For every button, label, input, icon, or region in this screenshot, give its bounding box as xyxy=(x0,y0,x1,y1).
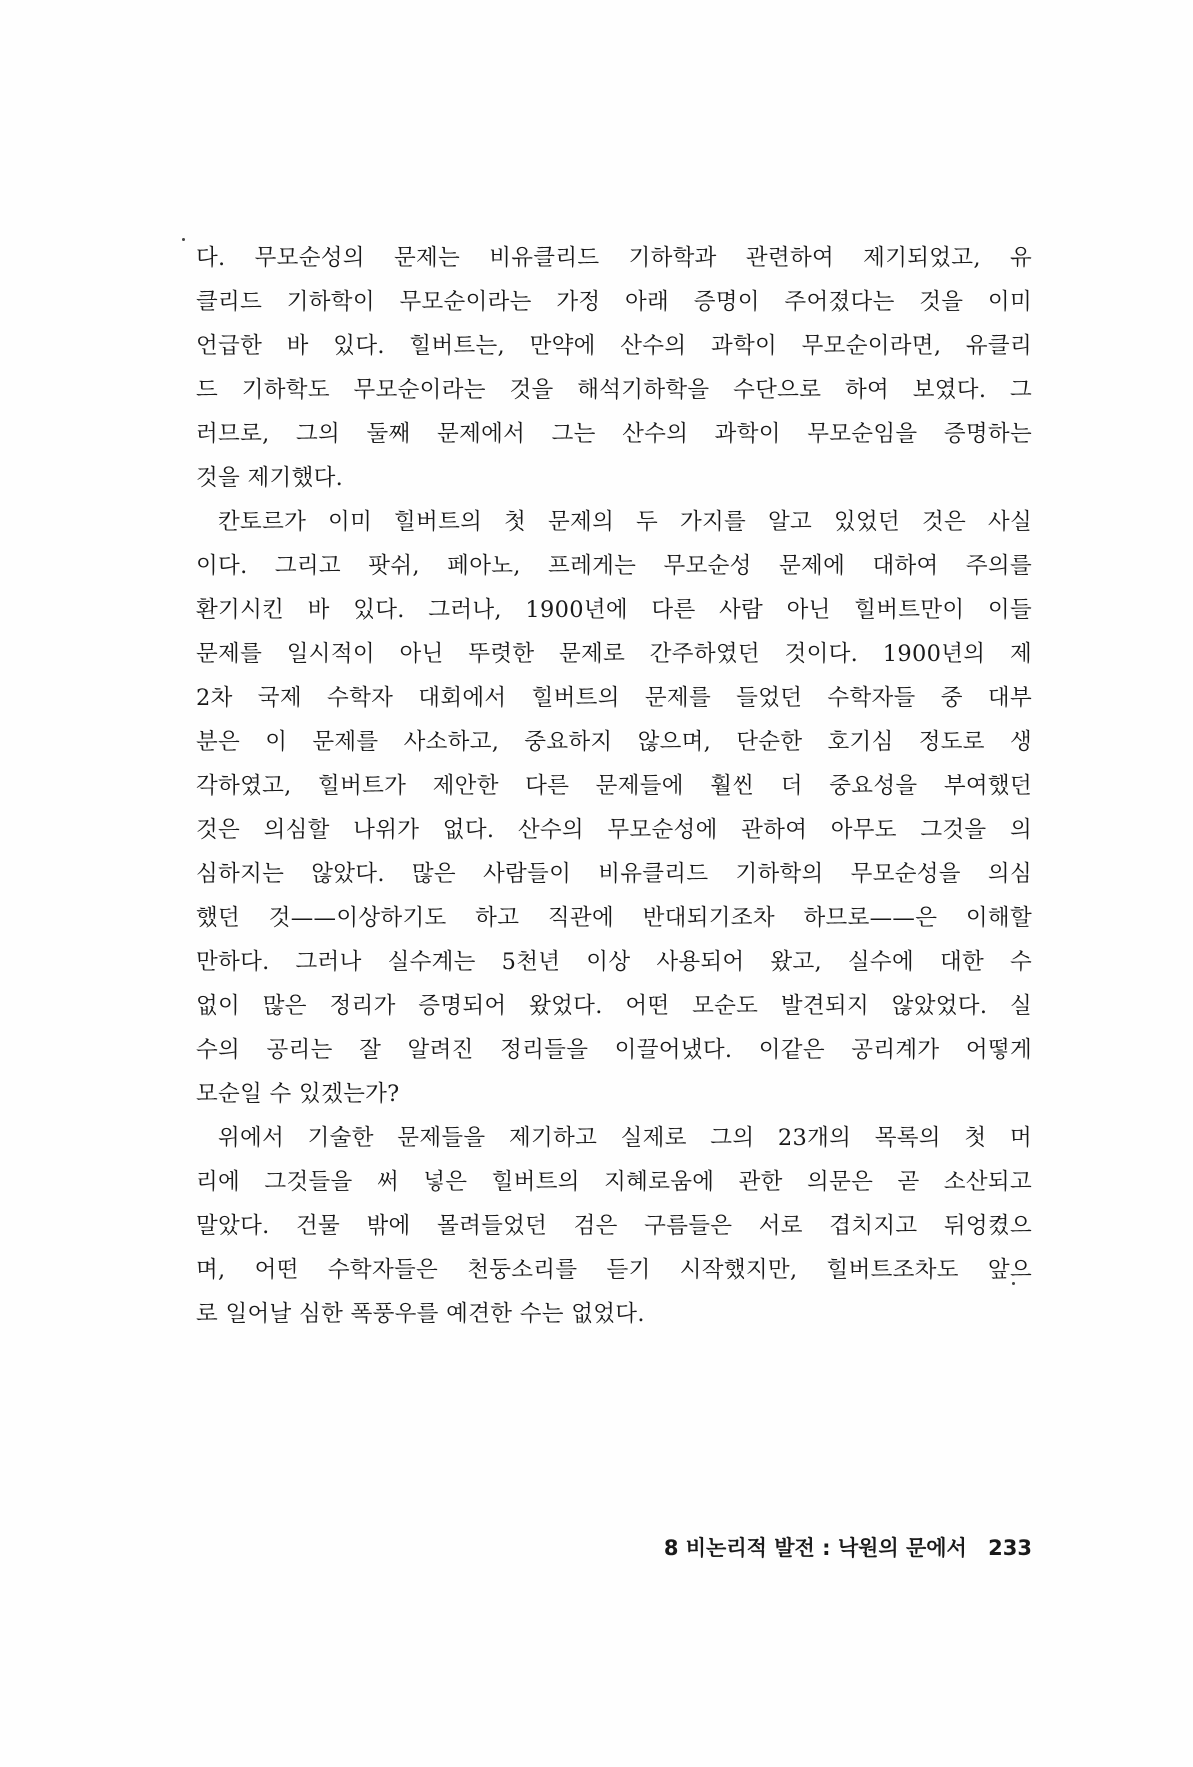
text-line: 클리드 기하학이 무모순이라는 가정 아래 증명이 주어졌다는 것을 이미 xyxy=(196,289,1032,315)
text-line: 것을 제기했다. xyxy=(196,465,344,491)
text-line: 만하다. 그러나 실수계는 5천년 이상 사용되어 왔고, 실수에 대한 수 xyxy=(196,949,1032,975)
text-line: 2차 국제 수학자 대회에서 힐버트의 문제를 들었던 수학자들 중 대부 xyxy=(196,685,1032,711)
text-line: 며, 어떤 수학자들은 천둥소리를 듣기 시작했지만, 힐버트조차도 앞으 xyxy=(196,1257,1032,1283)
text-line: 이다. 그리고 팟쉬, 페아노, 프레게는 무모순성 문제에 대하여 주의를 xyxy=(196,553,1032,579)
text-line: 언급한 바 있다. 힐버트는, 만약에 산수의 과학이 무모순이라면, 유클리 xyxy=(196,333,1032,359)
text-line: 환기시킨 바 있다. 그러나, 1900년에 다른 사람 아닌 힐버트만이 이들 xyxy=(196,597,1032,623)
text-line: 심하지는 않았다. 많은 사람들이 비유클리드 기하학의 무모순성을 의심 xyxy=(196,861,1032,887)
text-line: 다. 무모순성의 문제는 비유클리드 기하학과 관련하여 제기되었고, 유 xyxy=(196,245,1032,271)
page-footer xyxy=(600,1528,1032,1568)
text-line: 러므로, 그의 둘째 문제에서 그는 산수의 과학이 무모순임을 증명하는 xyxy=(196,421,1032,447)
scan-speck xyxy=(182,238,185,241)
text-line: 것은 의심할 나위가 없다. 산수의 무모순성에 관하여 아무도 그것을 의 xyxy=(196,817,1032,843)
body-text xyxy=(196,236,1032,1336)
text-line: 각하였고, 힐버트가 제안한 다른 문제들에 훨씬 더 중요성을 부여했던 xyxy=(196,773,1032,799)
text-line: 칸토르가 이미 힐버트의 첫 문제의 두 가지를 알고 있었던 것은 사실 xyxy=(218,509,1032,535)
text-line: 문제를 일시적이 아닌 뚜렷한 문제로 간주하였던 것이다. 1900년의 제 xyxy=(196,641,1032,667)
text-line: 없이 많은 정리가 증명되어 왔었다. 어떤 모순도 발견되지 않았었다. 실 xyxy=(196,993,1032,1019)
text-line: 드 기하학도 무모순이라는 것을 해석기하학을 수단으로 하여 보였다. 그 xyxy=(196,377,1032,403)
running-head: 8 비논리적 발전 : 낙원의 문에서 xyxy=(663,1536,967,1560)
text-line: 했던 것——이상하기도 하고 직관에 반대되기조차 하므로——은 이해할 xyxy=(196,905,1032,931)
text-line: 위에서 기술한 문제들을 제기하고 실제로 그의 23개의 목록의 첫 머 xyxy=(218,1125,1032,1151)
text-line: 말았다. 건물 밖에 몰려들었던 검은 구름들은 서로 겹치지고 뒤엉켰으 xyxy=(196,1213,1032,1239)
text-line: 수의 공리는 잘 알려진 정리들을 이끌어냈다. 이같은 공리계가 어떻게 xyxy=(196,1037,1032,1063)
text-line: 로 일어날 심한 폭풍우를 예견한 수는 없었다. xyxy=(196,1301,645,1327)
text-line: 모순일 수 있겠는가? xyxy=(196,1081,400,1107)
text-line: 리에 그것들을 써 넣은 힐버트의 지혜로움에 관한 의문은 곧 소산되고 xyxy=(196,1169,1032,1195)
text-line: 분은 이 문제를 사소하고, 중요하지 않으며, 단순한 호기심 정도로 생 xyxy=(196,729,1032,755)
page-number: 233 xyxy=(988,1536,1032,1560)
